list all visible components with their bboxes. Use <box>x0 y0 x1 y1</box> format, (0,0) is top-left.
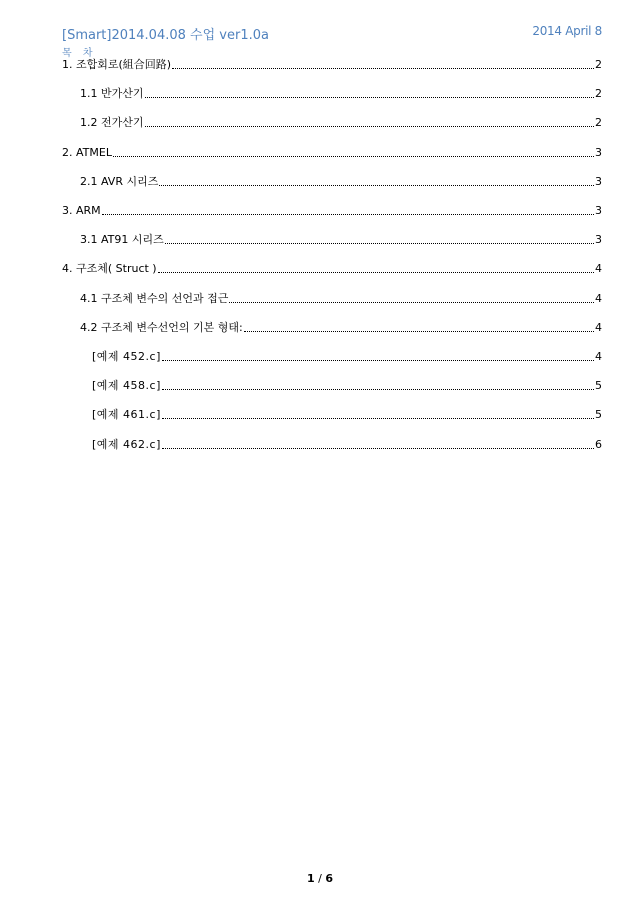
toc-entry-label: 4.1 구조체 변수의 선언과 접근 <box>80 291 229 305</box>
toc-dot-leader <box>162 448 594 449</box>
toc-entry-page-number: 4 <box>595 291 602 305</box>
toc-dot-leader <box>145 126 595 127</box>
toc-entry-page-number: 2 <box>595 116 602 130</box>
toc-entry-label: 4. 구조체( Struct ) <box>62 262 157 276</box>
toc-dot-leader <box>172 68 594 69</box>
toc-entry[interactable] <box>92 379 602 393</box>
toc-entry[interactable] <box>62 58 602 72</box>
toc-entry-label: [예제 461.c] <box>92 408 161 422</box>
toc-entry-label: 4.2 구조체 변수선언의 기본 형태: <box>80 320 243 334</box>
toc-entry-label: [예제 452.c] <box>92 350 161 363</box>
toc-entry[interactable] <box>80 292 602 306</box>
toc-dot-leader <box>162 389 594 390</box>
toc-dot-leader <box>102 214 594 215</box>
toc-entry[interactable] <box>92 350 602 364</box>
toc-entry-page-number: 4 <box>595 350 602 363</box>
toc-entry[interactable] <box>80 233 602 247</box>
toc-dot-leader <box>145 97 595 98</box>
toc-entry[interactable] <box>62 262 602 276</box>
toc-entry-page-number: 3 <box>595 145 602 159</box>
toc-dot-leader <box>162 360 594 361</box>
toc-entry-page-number: 2 <box>595 58 602 71</box>
toc-entry-page-number: 6 <box>595 437 602 451</box>
toc-entry[interactable] <box>80 116 602 130</box>
page-number <box>0 872 640 885</box>
toc-entry-label: 1. 조합회로(組合回路) <box>62 58 172 71</box>
toc-entry-page-number: 5 <box>595 408 602 422</box>
header-title: [Smart]2014.04.08 수업 ver1.0a <box>62 28 269 43</box>
toc-dot-leader <box>113 156 594 157</box>
toc-entry[interactable] <box>80 321 602 335</box>
toc-entry-label: 3.1 AT91 시리즈 <box>80 233 164 247</box>
toc-entry-page-number: 2 <box>595 87 602 101</box>
toc-dot-leader <box>162 418 594 419</box>
toc-dot-leader <box>229 302 594 303</box>
toc-dot-leader <box>158 272 594 273</box>
toc-dot-leader <box>159 185 594 186</box>
toc-entry-label: 1.1 반가산기 <box>80 87 144 101</box>
header-date: 2014 April 8 <box>532 24 602 38</box>
toc-entry-label: [예제 458.c] <box>92 379 161 393</box>
toc-entry-page-number: 3 <box>595 174 602 188</box>
toc-entry-label: 3. ARM <box>62 204 101 217</box>
toc-entry[interactable] <box>62 204 602 218</box>
page-current: 1 <box>306 872 315 885</box>
toc-entry-label: 1.2 전가산기 <box>80 116 144 130</box>
page-separator: / <box>318 872 322 885</box>
toc-dot-leader <box>165 243 594 244</box>
toc-entry-label: [예제 462.c] <box>92 437 161 451</box>
toc-entry[interactable] <box>92 408 602 422</box>
toc-entry-label: 2.1 AVR 시리즈 <box>80 174 159 188</box>
toc-heading: 목 차 <box>62 48 97 59</box>
toc-entry-page-number: 4 <box>595 262 602 276</box>
toc-entry[interactable] <box>62 146 602 160</box>
toc-entry-page-number: 4 <box>595 320 602 334</box>
toc-entry-page-number: 3 <box>595 233 602 247</box>
toc-entry-label: 2. ATMEL <box>62 145 112 159</box>
toc-entry-page-number: 5 <box>595 379 602 393</box>
toc-dot-leader <box>244 331 594 332</box>
toc-entry[interactable] <box>80 175 602 189</box>
toc-entry-page-number: 3 <box>595 204 602 217</box>
toc-entry[interactable] <box>92 438 602 452</box>
page-total: 6 <box>325 872 334 885</box>
toc-entry[interactable] <box>80 87 602 101</box>
